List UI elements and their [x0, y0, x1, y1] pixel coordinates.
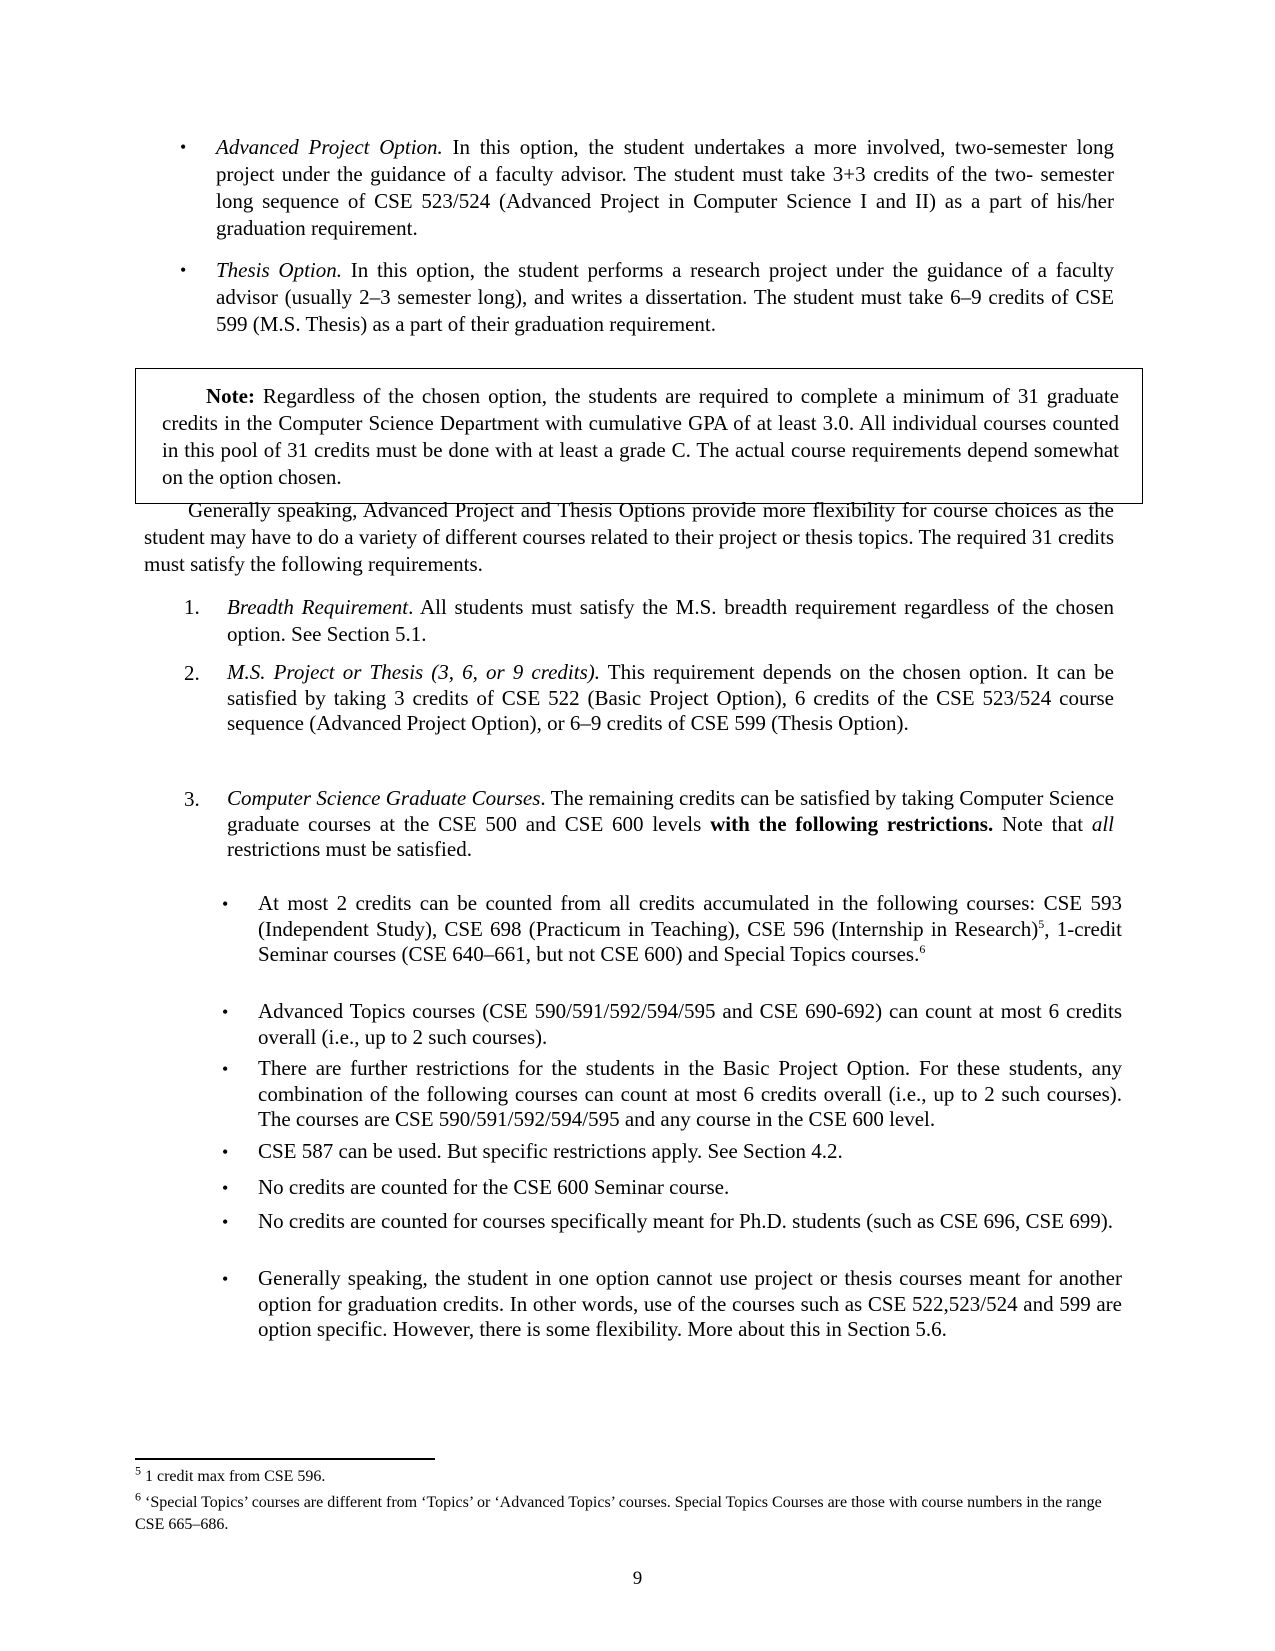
requirement-title: Computer Science Graduate Courses [227, 786, 541, 810]
restriction-text: No credits are counted for the CSE 600 Seminar course. [258, 1175, 730, 1199]
footnote-text: ‘Special Topics’ courses are different from ‘Topics’ or ‘Advanced Topics’ courses. Special Topics Courses are those with course numbers in the range CSE 665–686. [135, 1494, 1102, 1533]
requirement-text: This requirement depends on the chosen option. It can be satisfied by taking 3 credits of CSE 522 (Basic Project Option), 6 credits of the CSE 523/524 course sequence (Advanced Project Option), or 6–9 credits of CSE 599 (Thesis Option). [227, 660, 1114, 735]
footnote-ref-6[interactable]: 6 [919, 942, 926, 956]
requirement-number: 3. [184, 787, 200, 811]
requirement-title: Breadth Requirement [227, 595, 409, 619]
option-description: In this option, the student undertakes a more involved, two-semester long project under the guidance of a faculty advisor. The student must take 3+3 credits of the two- semester long sequence of CSE 523/524 (Advanced Project in Computer Science I and II) as a part of his/her graduation requirement. [216, 135, 1115, 240]
note-label: Note: [206, 384, 255, 408]
restriction-text: CSE 587 can be used. But specific restrictions apply. See Section 4.2. [258, 1139, 843, 1163]
restriction-text: No credits are counted for courses specifically meant for Ph.D. students (such as CSE 696, CSE 699). [258, 1209, 1113, 1233]
restriction-text: , 1-credit Seminar courses (CSE 640–661, but not CSE 600) and Special Topics courses. [258, 916, 1123, 966]
page-number: 9 [632, 1568, 643, 1589]
option-description: In this option, the student performs a research project under the guidance of a faculty advisor (usually 2–3 semester long), and writes a dissertation. The student must take 6–9 credits of CSE 599 (M.S. Thesis) as a part of their graduation requirement. [216, 258, 1115, 336]
restriction-text: Generally speaking, the student in one option cannot use project or thesis courses meant for another option for graduation credits. In other words, use of the courses such as CSE 522,523/524 and 599 are option specific. However, there is some flexibility. More about this in Section 5.6. [258, 1266, 1122, 1341]
note-text: Regardless of the chosen option, the students are required to complete a minimum of 31 graduate credits in the Computer Science Department with cumulative GPA of at least 3.0. All individual courses counted in this pool of 31 credits must be done with at least a grade C. The actual course requirements depend somewhat on the option chosen. [162, 384, 1119, 489]
requirement-emphasis-all: all [1091, 811, 1114, 836]
requirement-number: 1. [184, 595, 200, 619]
bullet-icon: • [180, 260, 187, 280]
bullet-icon: • [222, 1212, 229, 1232]
restriction-text: At most 2 credits can be counted from all credits accumulated in the following courses: CSE 593 (Independent Study), CSE 698 (Practicum in Teaching), CSE 596 (Internship in Research) [258, 891, 1122, 941]
restriction-text: Advanced Topics courses (CSE 590/591/592/594/595 and CSE 690-692) can count at most 6 credits overall (i.e., up to 2 such courses). [258, 999, 1122, 1049]
footnote-mark: 5 [135, 1463, 141, 1478]
bullet-icon: • [222, 1269, 229, 1289]
bullet-icon: • [222, 1178, 229, 1198]
bullet-icon: • [180, 137, 187, 157]
bullet-icon: • [222, 1142, 229, 1162]
option-title: Thesis Option. [216, 258, 343, 282]
intro-paragraph: Generally speaking, Advanced Project and Thesis Options provide more flexibility for course choices as the student may have to do a variety of different courses related to their project or thesis topics. The required 31 credits must satisfy the following requirements. [144, 498, 1114, 576]
option-title: Advanced Project Option. [216, 135, 443, 159]
requirement-title: M.S. Project or Thesis (3, 6, or 9 credits). [227, 660, 601, 684]
footnote-mark: 6 [135, 1489, 141, 1504]
footnote-6 [135, 1489, 1120, 1536]
footnote-text: 1 credit max from CSE 596. [141, 1468, 326, 1485]
footnote-ref-5[interactable]: 5 [1038, 916, 1045, 931]
footnote-divider [135, 1458, 435, 1460]
bullet-icon: • [222, 1059, 229, 1079]
footnote-5 [135, 1463, 1115, 1488]
bullet-icon: • [222, 1002, 229, 1022]
bullet-icon: • [222, 894, 229, 914]
requirement-text: . The remaining credits can be satisfied by taking Computer Science graduate courses at the CSE 500 and CSE 600 levels [227, 786, 1114, 836]
requirement-text: restrictions must be satisfied. [227, 837, 472, 861]
requirement-text: . All students must satisfy the M.S. breadth requirement regardless of the chosen option. See Section 5.1. [227, 595, 1114, 646]
restriction-text: There are further restrictions for the students in the Basic Project Option. For these students, any combination of the following courses can count at most 6 credits overall (i.e., up to 2 such courses). The courses are CSE 590/591/592/594/595 and any course in the CSE 600 level. [258, 1056, 1122, 1131]
requirement-emphasis: with the following restrictions. [710, 811, 994, 836]
requirement-text: Note that [993, 811, 1092, 836]
requirement-number: 2. [184, 661, 200, 685]
note-box [135, 368, 1143, 504]
